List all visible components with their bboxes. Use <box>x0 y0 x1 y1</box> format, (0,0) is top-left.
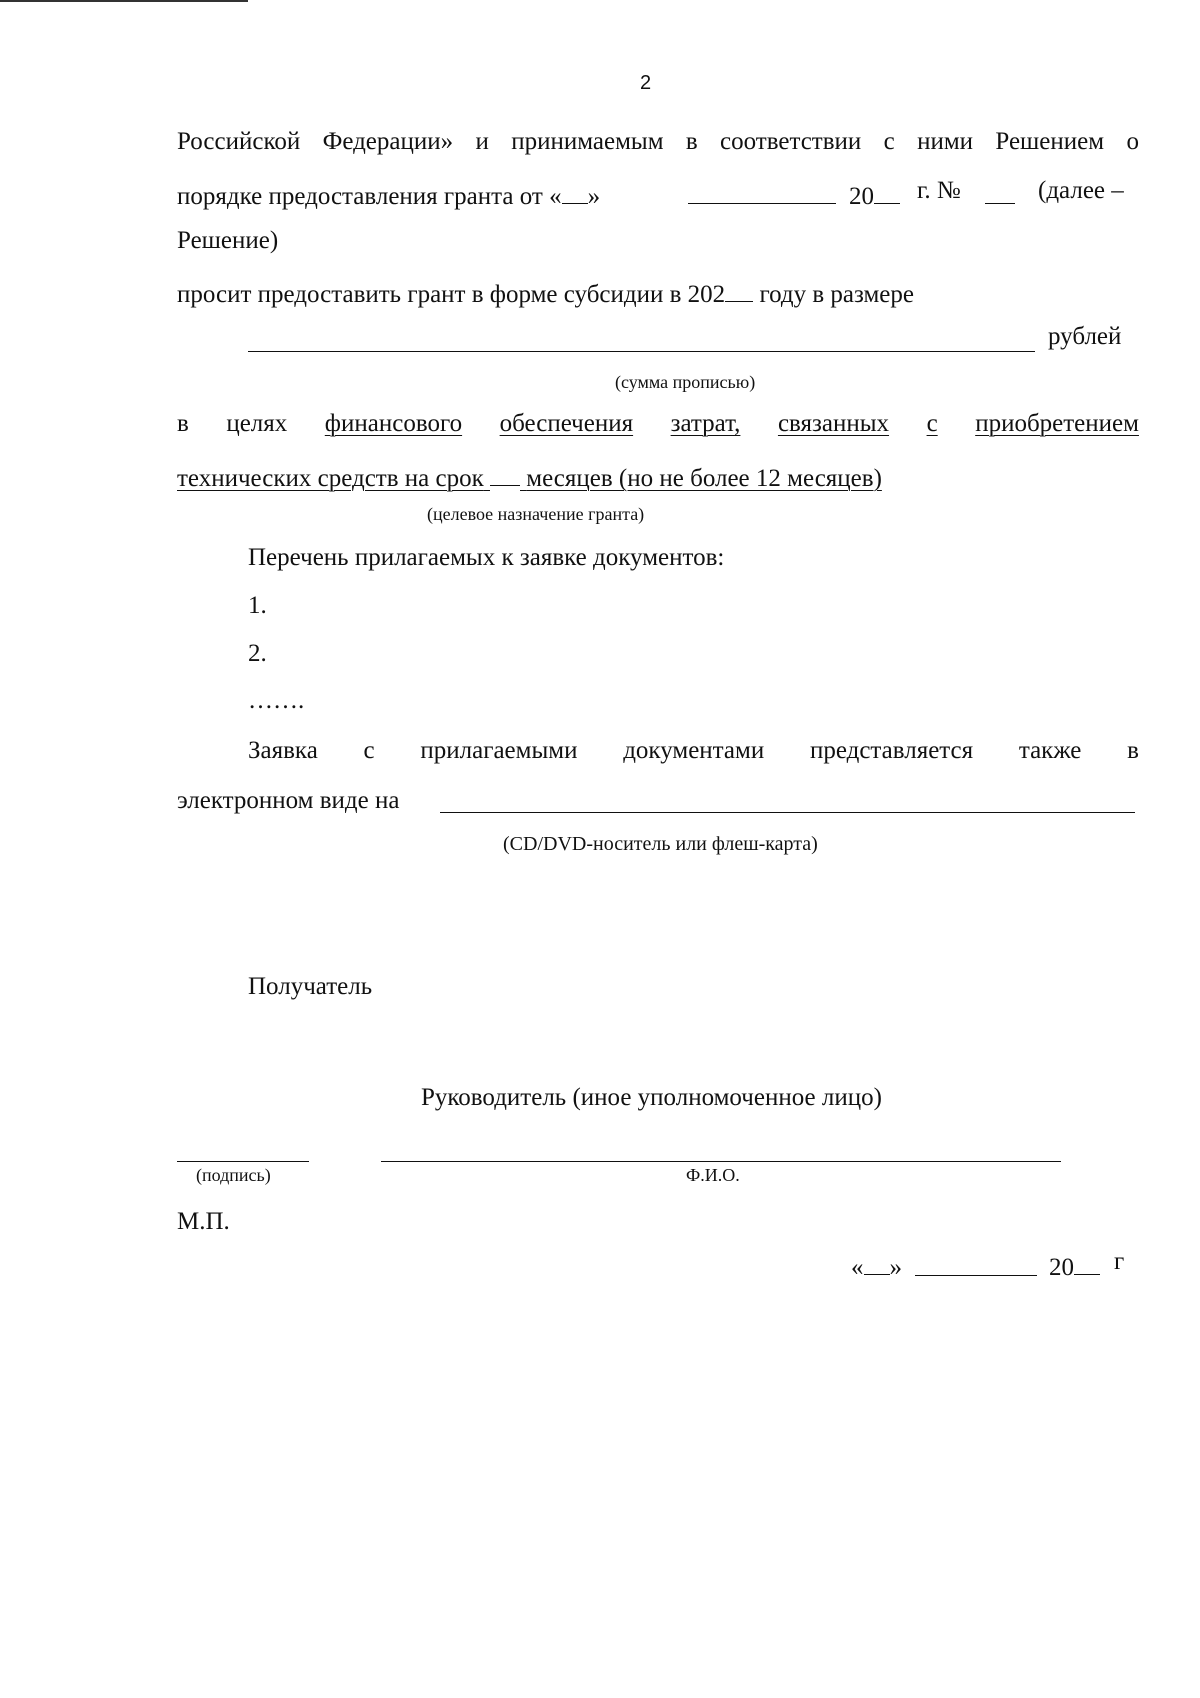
page-number: 2 <box>640 72 652 94</box>
word: Федерации» <box>322 128 454 155</box>
text: технических средств на срок <box>177 465 484 492</box>
signature-caption: (подпись) <box>196 1165 271 1185</box>
text: просит предоставить грант в форме субсидии в 202 <box>177 281 726 308</box>
purpose-line <box>177 411 1139 436</box>
media-caption: (CD/DVD-носитель или флеш-карта) <box>503 833 818 855</box>
documents-heading: Перечень прилагаемых к заявке документов: <box>248 544 725 571</box>
word: представляется <box>809 737 974 764</box>
months-blank <box>490 460 520 486</box>
media-blank <box>440 812 1135 813</box>
date-line <box>851 1249 902 1280</box>
amount-blank <box>248 351 1035 352</box>
date-suffix: г <box>1114 1248 1125 1275</box>
word: прилагаемыми <box>420 737 578 764</box>
year-label <box>849 178 900 209</box>
word: о <box>1126 128 1139 155</box>
month-blank <box>688 203 836 204</box>
word: также <box>1018 737 1082 764</box>
word: ними <box>917 128 974 155</box>
paragraph-line <box>177 129 1139 154</box>
text: году в размере <box>753 281 915 308</box>
word: принимаемым <box>511 128 664 155</box>
text: (далее – <box>1038 177 1124 204</box>
text: месяцев (но не более 12 месяцев) <box>526 465 882 492</box>
word: Российской <box>177 128 301 155</box>
year-blank <box>725 276 753 302</box>
name-caption: Ф.И.О. <box>686 1165 740 1185</box>
paragraph-line: Решение) <box>177 227 279 254</box>
documents-line <box>248 738 1139 763</box>
head-label: Руководитель (иное уполномоченное лицо) <box>421 1084 882 1111</box>
text: « <box>851 1254 864 1281</box>
amount-caption: (сумма прописью) <box>615 372 756 392</box>
word: в <box>685 128 698 155</box>
day-blank <box>864 1249 890 1275</box>
document-item: 2. <box>248 640 267 667</box>
word: с <box>926 410 938 437</box>
word: Заявка <box>248 737 318 764</box>
date-year <box>1049 1249 1100 1280</box>
word: с <box>883 128 895 155</box>
word: с <box>363 737 375 764</box>
recipient-label: Получатель <box>248 973 373 1000</box>
word: соответствии <box>720 128 862 155</box>
word: Решением <box>995 128 1105 155</box>
number-label: г. № <box>917 177 961 204</box>
year-blank <box>874 178 900 204</box>
text: 20 <box>1049 1254 1074 1281</box>
purpose-line <box>177 460 882 491</box>
text: » <box>889 1254 902 1281</box>
word: в <box>177 410 189 437</box>
text: » <box>587 183 601 210</box>
word: связанных <box>777 410 890 437</box>
word: приобретением <box>975 410 1139 437</box>
number-blank <box>985 203 1015 204</box>
name-blank <box>381 1161 1061 1162</box>
stamp-label: М.П. <box>177 1208 230 1235</box>
top-edge-mark <box>0 0 248 2</box>
documents-line: электронном виде на <box>177 787 400 814</box>
ellipsis: ……. <box>248 687 305 714</box>
text: порядке предоставления гранта от « <box>177 183 562 210</box>
document-item: 1. <box>248 592 267 619</box>
amount-unit: рублей <box>1048 323 1122 350</box>
word: целях <box>226 410 288 437</box>
request-line <box>177 276 914 307</box>
text: 20 <box>849 183 874 210</box>
paragraph-line <box>177 178 600 209</box>
word: обеспечения <box>499 410 634 437</box>
word: затрат, <box>670 410 741 437</box>
purpose-caption: (целевое назначение гранта) <box>427 504 645 524</box>
word: и <box>475 128 489 155</box>
word: документами <box>623 737 765 764</box>
year-blank <box>1074 1249 1100 1275</box>
month-blank <box>915 1275 1037 1276</box>
word: в <box>1127 737 1139 764</box>
signature-blank <box>177 1161 309 1162</box>
day-blank <box>562 178 588 204</box>
word: финансового <box>324 410 463 437</box>
